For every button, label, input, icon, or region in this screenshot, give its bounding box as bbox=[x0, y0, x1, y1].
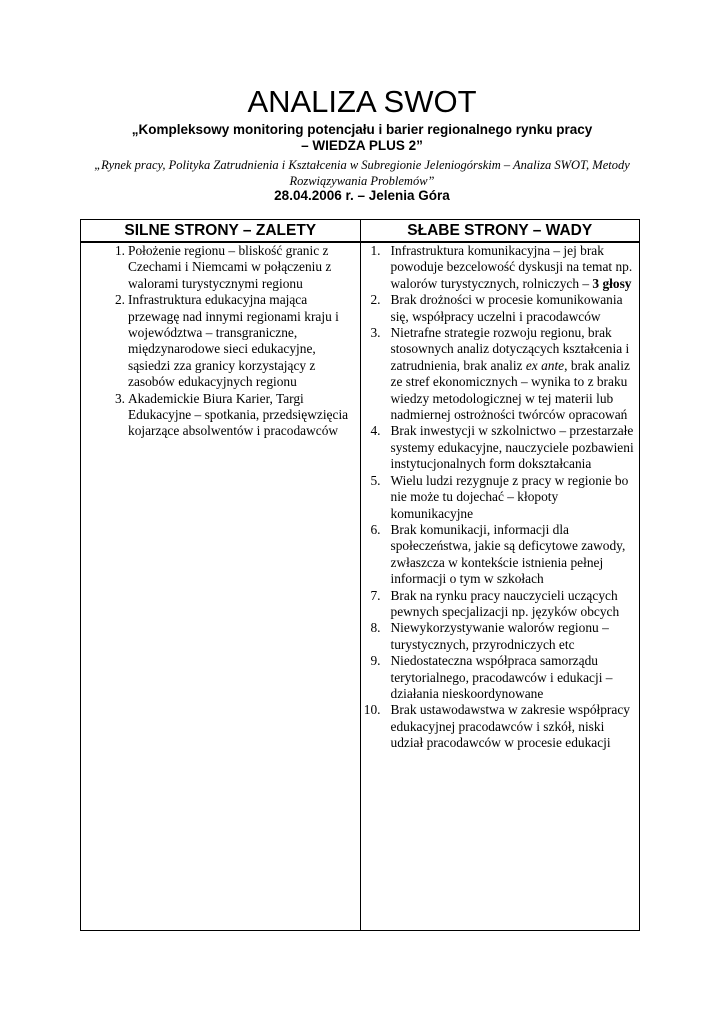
item-text: Brak drożności w procesie komunikowania się, współpracy uczelni i pracodawców bbox=[390, 292, 623, 324]
item-bold-text: 3 głosy bbox=[592, 275, 632, 291]
list-item bbox=[361, 243, 640, 292]
item-number: 6. bbox=[370, 521, 381, 537]
strengths-header: SILNE STRONY – ZALETY bbox=[81, 220, 361, 243]
item-text: Niewykorzystywanie walorów regionu – turystycznych, przyrodniczych etc bbox=[390, 620, 609, 652]
item-number: 1. bbox=[114, 243, 125, 258]
date-location: 28.04.2006 r. – Jelenia Góra bbox=[274, 188, 450, 203]
list-item bbox=[361, 588, 640, 621]
item-text: Brak na rynku pracy nauczycieli uczących pewnych specjalizacji np. języków obcych bbox=[390, 587, 620, 619]
item-number: 4. bbox=[370, 423, 381, 439]
list-item bbox=[361, 702, 640, 751]
item-text: Brak ustawodawstwa w zakresie współpracy edukacyjnej pracodawców i szkół, niski udział pracodawców w procesie edukacji bbox=[390, 702, 630, 751]
item-number: 1. bbox=[370, 243, 381, 258]
swot-table bbox=[80, 219, 640, 931]
item-number: 3. bbox=[370, 325, 381, 341]
list-item bbox=[361, 423, 640, 472]
list-item bbox=[361, 653, 640, 702]
list-item bbox=[81, 243, 360, 292]
item-text: Brak inwestycji w szkolnictwo – przestarzałe systemy edukacyjne, nauczyciele pozbawieni instytucjonalnych form dokształcania bbox=[390, 423, 634, 472]
weaknesses-list bbox=[361, 243, 640, 752]
project-subtitle bbox=[80, 122, 644, 154]
weaknesses-cell bbox=[360, 242, 640, 931]
list-item bbox=[361, 325, 640, 423]
item-number: 2. bbox=[370, 292, 381, 308]
list-item bbox=[81, 391, 360, 440]
list-item bbox=[361, 522, 640, 588]
subtitle-line-1: „Kompleksowy monitoring potencjału i barier regionalnego rynku pracy bbox=[131, 122, 593, 137]
item-number: 10. bbox=[363, 702, 381, 718]
item-number: 3. bbox=[114, 390, 125, 406]
list-item bbox=[361, 473, 640, 522]
item-text: Akademickie Biura Karier, Targi Edukacyjne – spotkania, przedsięwzięcia kojarzące absolwentów i pracodawców bbox=[128, 390, 349, 439]
event-description: „Rynek pracy, Polityka Zatrudnienia i Kształcenia w Subregionie Jeleniogórskim – Analiza SWOT, Metody Rozwiązywania Problemów” bbox=[94, 158, 630, 188]
item-text: , brak analiz ze stref ekonomicznych – wynika to z braku wiedzy metodologicznej w tej materii lub nadmiernej ostrożności twórców opracowań bbox=[390, 357, 630, 423]
item-text: Infrastruktura edukacyjna mająca przewagę nad innymi regionami kraju i województwa – transgraniczne, międzynarodowe sieci edukacyjne, sąsiedzi zza granicy korzystający z zasobów edukacyjnych regionu bbox=[128, 292, 339, 390]
item-text: Wielu ludzi rezygnuje z pracy w regionie bo nie może tu dojechać – kłopoty komunikacyjne bbox=[390, 472, 629, 521]
item-text: Brak komunikacji, informacji dla społeczeństwa, jakie są deficytowe zawody, zwłaszcza w kontekście istnienia pełnej informacji o tym w szkołach bbox=[390, 521, 626, 587]
item-number: 7. bbox=[370, 587, 381, 603]
item-number: 8. bbox=[370, 620, 381, 636]
item-text: Infrastruktura komunikacyjna – jej brak powoduje bezcelowość dyskusji na temat np. walorów turystycznych, rolniczych – bbox=[390, 243, 633, 291]
strengths-list bbox=[81, 243, 360, 440]
list-item bbox=[81, 292, 360, 390]
item-italic-text: ex ante bbox=[525, 357, 565, 373]
strengths-cell bbox=[81, 242, 361, 931]
item-number: 2. bbox=[114, 292, 125, 308]
list-item bbox=[361, 292, 640, 325]
document-title: ANALIZA SWOT bbox=[247, 84, 477, 119]
item-text: Położenie regionu – bliskość granic z Czechami i Niemcami w połączeniu z walorami turystycznymi regionu bbox=[128, 243, 332, 291]
item-text: Niedostateczna współpraca samorządu terytorialnego, pracodawców i edukacji – działania nieskoordynowane bbox=[390, 653, 613, 701]
subtitle-line-2: – WIEDZA PLUS 2” bbox=[301, 138, 423, 153]
item-number: 5. bbox=[370, 472, 381, 488]
item-number: 9. bbox=[370, 653, 381, 669]
item-text: Nietrafne strategie rozwoju regionu, brak stosownych analiz dotyczących kształcenia i zatrudnienia, brak analiz bbox=[390, 325, 630, 373]
weaknesses-header: SŁABE STRONY – WADY bbox=[360, 220, 640, 243]
list-item bbox=[361, 620, 640, 653]
